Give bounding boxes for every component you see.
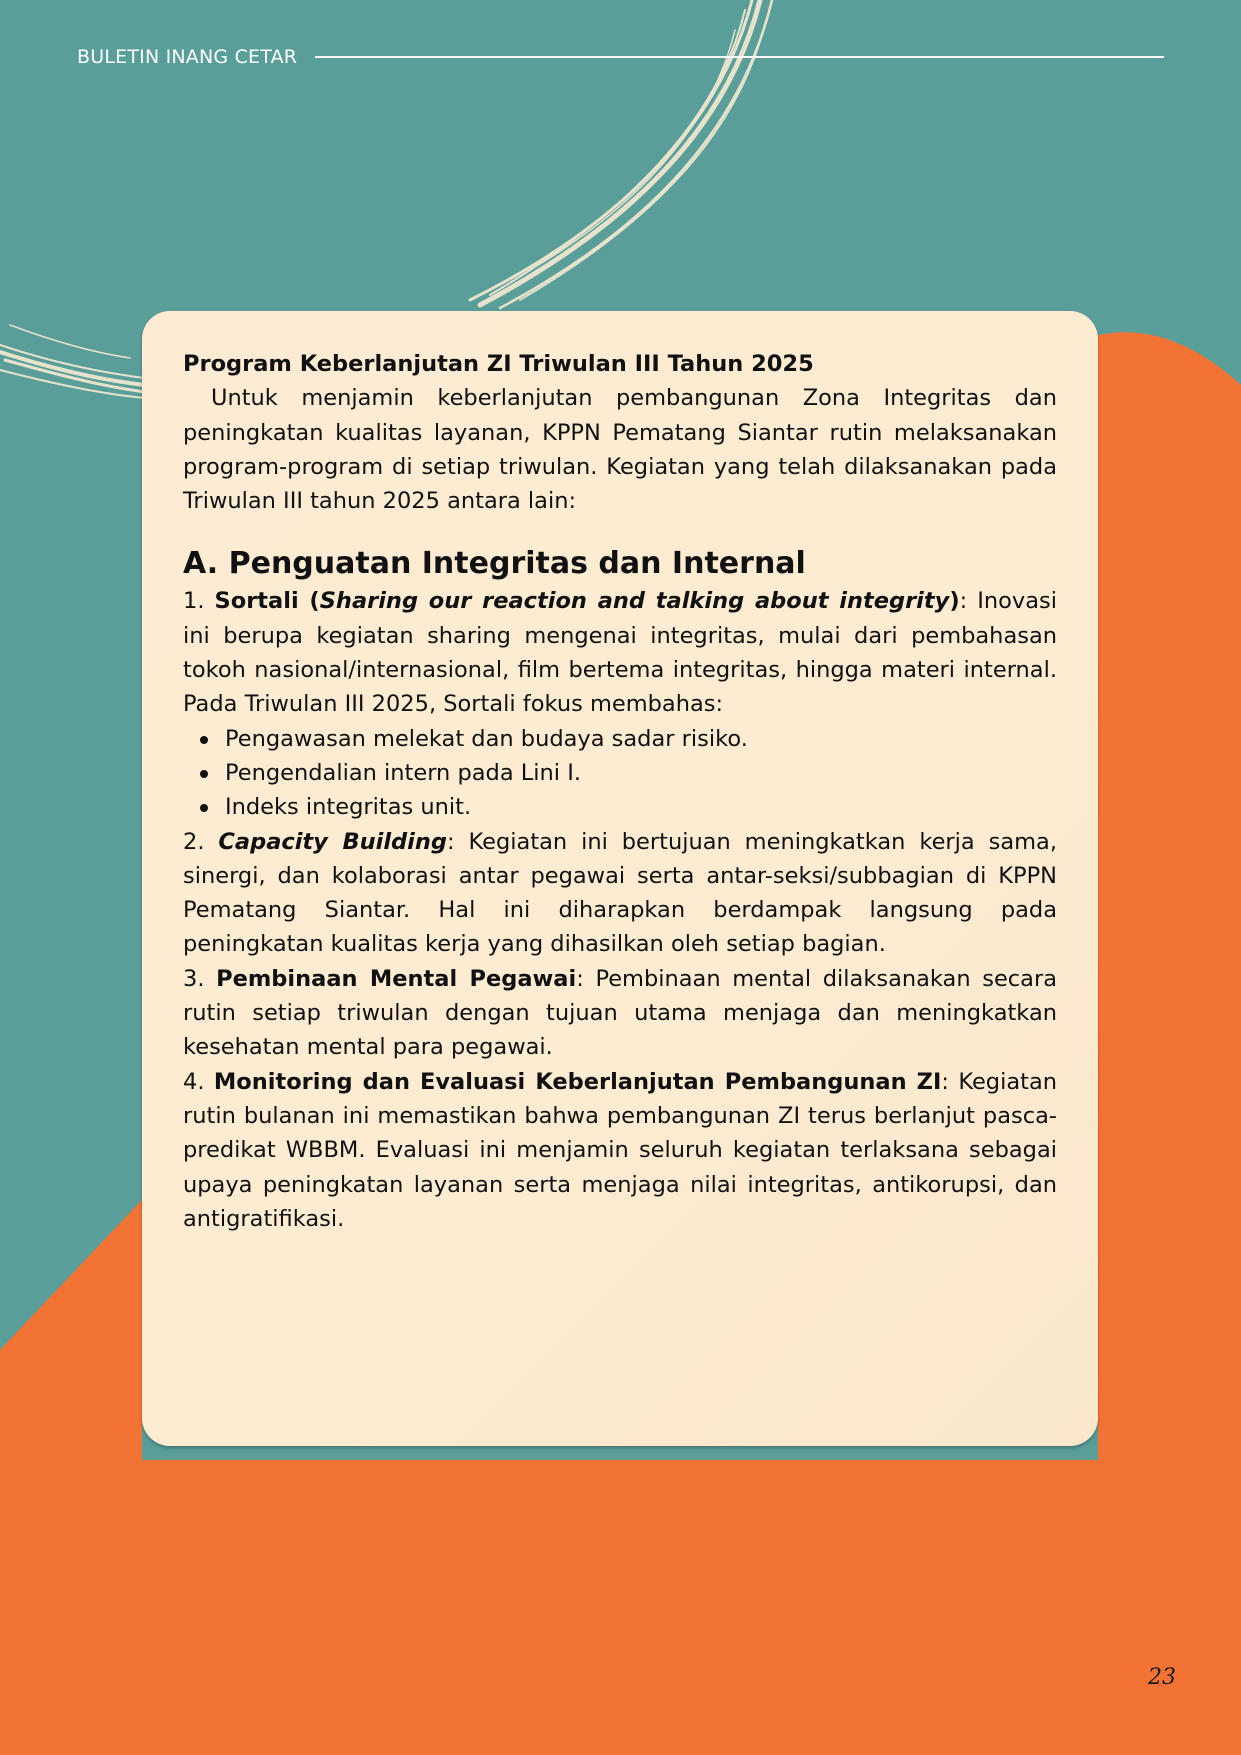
bullet-icon [200, 770, 208, 778]
list-item-3 [183, 962, 1057, 1065]
item-title: Monitoring dan Evaluasi Keberlanjutan Pembangunan ZI [213, 1068, 942, 1095]
item-text: : Pembinaan mental dilaksanakan secara rutin setiap triwulan dengan tujuan utama menjaga dan meningkatkan kesehatan mental para pegawai. [183, 965, 1057, 1061]
page-number: 23 [1148, 1665, 1176, 1690]
bullet-item [225, 790, 1057, 824]
item-text: : Inovasi ini berupa kegiatan sharing mengenai integritas, mulai dari pembahasan tokoh nasional/internasional, film bertema integritas, hingga materi internal. Pada Triwulan III 2025, Sortali fokus membahas: [183, 588, 1057, 718]
page-header [77, 44, 1164, 70]
bullet-text: Indeks integritas unit. [225, 794, 472, 821]
content-card [142, 311, 1098, 1446]
intro-title: Program Keberlanjutan ZI Triwulan III Tahun 2025 [183, 351, 814, 377]
item-title-italic: Sharing our reaction and talking about integrity [319, 588, 950, 615]
bullet-icon [200, 736, 208, 744]
item-number: 3. [183, 965, 205, 992]
intro-paragraph: Untuk menjamin keberlanjutan pembangunan Zona Integritas dan peningkatan kualitas layanan, KPPN Pematang Siantar rutin melaksanakan program-program di setiap triwulan. Kegiatan yang telah dilaksanakan pada Triwulan III tahun 2025 antara lain: [183, 385, 1057, 515]
bullet-item [225, 722, 1057, 756]
list-item-1 [183, 584, 1057, 721]
list-item-2 [183, 825, 1057, 962]
item-paren-open: ( [298, 588, 320, 615]
item-title: Sortali [214, 588, 299, 615]
item-paren-close: ) [949, 588, 960, 615]
header-divider [315, 56, 1164, 58]
bullet-text: Pengawasan melekat dan budaya sadar risiko. [225, 725, 748, 752]
item-text: : Kegiatan ini bertujuan meningkatkan kerja sama, sinergi, dan kolaborasi antar pegawai serta antar-seksi/subbagian di KPPN Pematang Siantar. Hal ini diharapkan berdampak langsung pada peningkatan kualitas kerja yang dihasilkan oleh setiap bagian. [183, 828, 1057, 958]
bullet-item [225, 756, 1057, 790]
section-title: A. Penguatan Integritas dan Internal [183, 546, 806, 582]
bullet-text: Pengendalian intern pada Lini I. [225, 759, 582, 786]
publication-title: BULETIN INANG CETAR [77, 46, 298, 68]
bullet-icon [200, 804, 208, 812]
item-number: 2. [183, 828, 205, 855]
item-text: : Kegiatan rutin bulanan ini memastikan bahwa pembangunan ZI terus berlanjut pasca-predikat WBBM. Evaluasi ini menjamin seluruh kegiatan terlaksana sebagai upaya peningkatan layanan serta menjaga nilai integritas, antikorupsi, dan antigratifikasi. [183, 1068, 1057, 1232]
item-title: Capacity Building [218, 828, 447, 855]
article-body [183, 347, 1057, 1236]
item-number: 1. [183, 588, 205, 615]
item-number: 4. [183, 1068, 205, 1095]
list-item-4 [183, 1065, 1057, 1236]
item-title: Pembinaan Mental Pegawai [216, 965, 577, 992]
sortali-topics-list [183, 722, 1057, 825]
